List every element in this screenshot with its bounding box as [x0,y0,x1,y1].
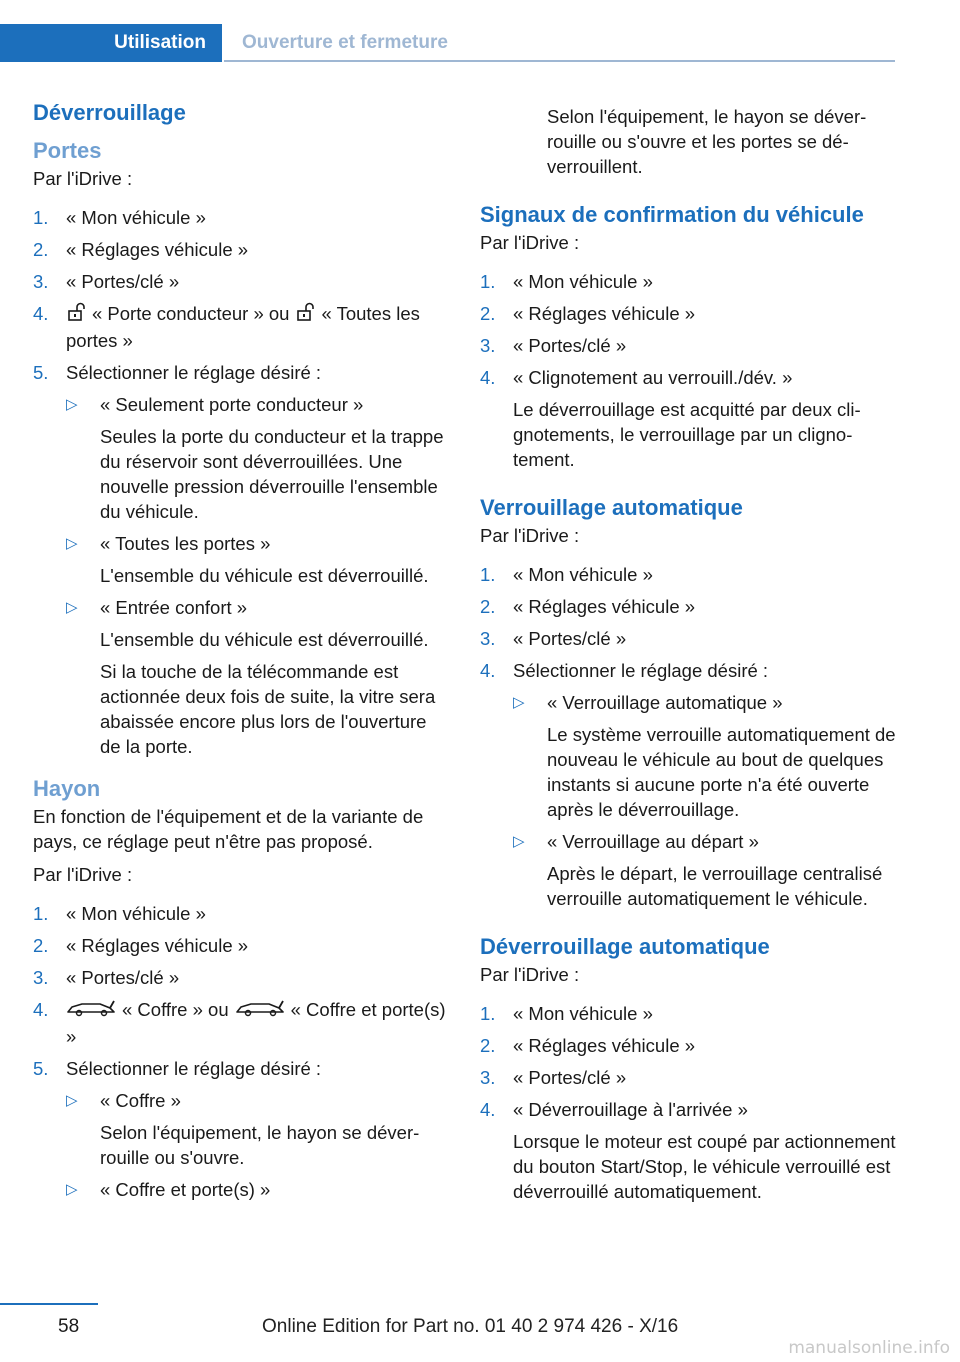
section-title-deverrouillage-auto: Déverrouillage automatique [480,934,770,959]
left-column [33,98,451,1209]
note-text: En fonction de l'équipement et de la variante de pays, ce réglage peut n'être pas proposé. [33,806,424,853]
intro-text: Par l'iDrive : [480,525,580,546]
option-item: ▷ « Toutes les portes » [66,533,271,555]
list-item: 1. « Mon véhicule » [33,903,206,925]
list-item: 3. « Portes/clé » [33,967,180,989]
option-description: L'ensemble du véhicule est déverrouillé. [100,565,429,587]
list-item: 1. « Mon véhicule » [480,271,653,292]
list-item: 5. Sélectionner le réglage désiré : [33,1058,322,1080]
section-title-deverrouillage: Déverrouillage [33,100,186,125]
triangle-bullet-icon: ▷ [66,1181,78,1199]
intro-text: Par l'iDrive : [480,964,580,985]
subheading-portes: Portes [33,138,102,163]
section-title-signaux: Signaux de confirmation du véhicule [480,202,864,227]
intro-text: Par l'iDrive : [33,168,133,189]
list-item: 2. « Réglages véhicule » [480,303,696,324]
option-item: ▷ « Verrouillage automatique » [513,692,783,713]
list-item: 4. Sélectionner le réglage désiré : [480,660,769,681]
tab-utilisation[interactable]: Utilisation [0,24,222,62]
page-number: 58 [58,1316,80,1337]
section-title-verrouillage-auto: Verrouillage automatique [480,495,743,520]
list-item: 2. « Réglages véhicule » [480,596,696,617]
unlock-icon [66,302,86,328]
footer-divider [0,1303,98,1305]
description-text: Lorsque le moteur est coupé par actionnement du bouton Start/Stop, le véhicule verrouillé est déverrouillé automatiquement. [513,1131,896,1202]
car-trunk-doors-icon [235,998,285,1024]
list-item: 3. « Portes/clé » [480,1067,627,1088]
car-trunk-icon [66,998,116,1024]
option-item: ▷ « Coffre et porte(s) » [66,1179,271,1201]
option-item: ▷ « Entrée confort » [66,597,248,619]
list-item: 4. « Déverrouillage à l'arrivée » [480,1099,748,1120]
option-item: ▷ « Seulement porte conducteur » [66,394,364,416]
list-item: 2. « Réglages véhicule » [33,239,249,260]
edition-text: Online Edition for Part no. 01 40 2 974 426 - X/16 [262,1316,679,1337]
continuation-text: Selon l'équipement, le hayon se déverrouille ou s'ouvre et les portes se déverrouillent. [547,106,867,177]
intro-text: Par l'iDrive : [33,864,133,886]
option-description: Seules la porte du conducteur et la trappe du réservoir sont déverrouillées. Une nouvelle pression déverrouille l'ensemble du véhicule. [100,426,444,523]
option-description: L'ensemble du véhicule est déverrouillé. [100,629,429,651]
description-text: Le déverrouillage est acquitté par deux clignotements, le verrouillage par un clignotement. [513,399,861,470]
triangle-bullet-icon: ▷ [66,396,78,414]
triangle-bullet-icon: ▷ [66,599,78,617]
list-item: 3. « Portes/clé » [480,335,627,356]
list-item: 5. Sélectionner le réglage désiré : [33,362,322,384]
list-item: 4. « Coffre » ou « Coffre et porte(s) » [33,999,446,1048]
list-item: 3. « Portes/clé » [480,628,627,649]
list-item: 3. « Portes/clé » [33,271,180,292]
triangle-bullet-icon: ▷ [66,1092,78,1110]
page-header [0,24,895,62]
option-description: Le système verrouille automatiquement de nouveau le véhicule au bout de quelques instants si aucune porte n'a été ouverte après le déverrouillage. [547,724,896,820]
triangle-bullet-icon: ▷ [513,833,525,850]
list-item: 2. « Réglages véhicule » [33,935,249,957]
option-description: Selon l'équipement, le hayon se déverrouille ou s'ouvre. [100,1122,420,1169]
list-item: 4. « Porte conducteur » ou « Toutes les portes » [33,303,420,352]
option-description: Si la touche de la télécommande est actionnée deux fois de suite, la vitre sera abaissée encore plus lors de l'ouverture de la porte. [100,661,436,758]
list-item: 1. « Mon véhicule » [33,207,206,228]
option-item: ▷ « Verrouillage au départ » [513,831,759,852]
watermark: manualsonline.info [788,1338,950,1358]
tab-ouverture-fermeture[interactable]: Ouverture et fermeture [242,32,448,53]
triangle-bullet-icon: ▷ [513,694,525,711]
list-item: 2. « Réglages véhicule » [480,1035,696,1056]
option-item: ▷ « Coffre » [66,1090,181,1112]
list-item: 1. « Mon véhicule » [480,564,653,585]
right-column [480,104,898,1211]
header-divider [224,60,895,62]
triangle-bullet-icon: ▷ [66,535,78,553]
option-description: Après le départ, le verrouillage centralisé verrouille automatiquement le véhicule. [547,863,883,909]
list-item: 4. « Clignotement au verrouill./dév. » [480,367,793,388]
subheading-hayon: Hayon [33,776,101,802]
intro-text: Par l'iDrive : [480,232,580,253]
list-item: 1. « Mon véhicule » [480,1003,653,1024]
unlock-icon [295,302,315,328]
